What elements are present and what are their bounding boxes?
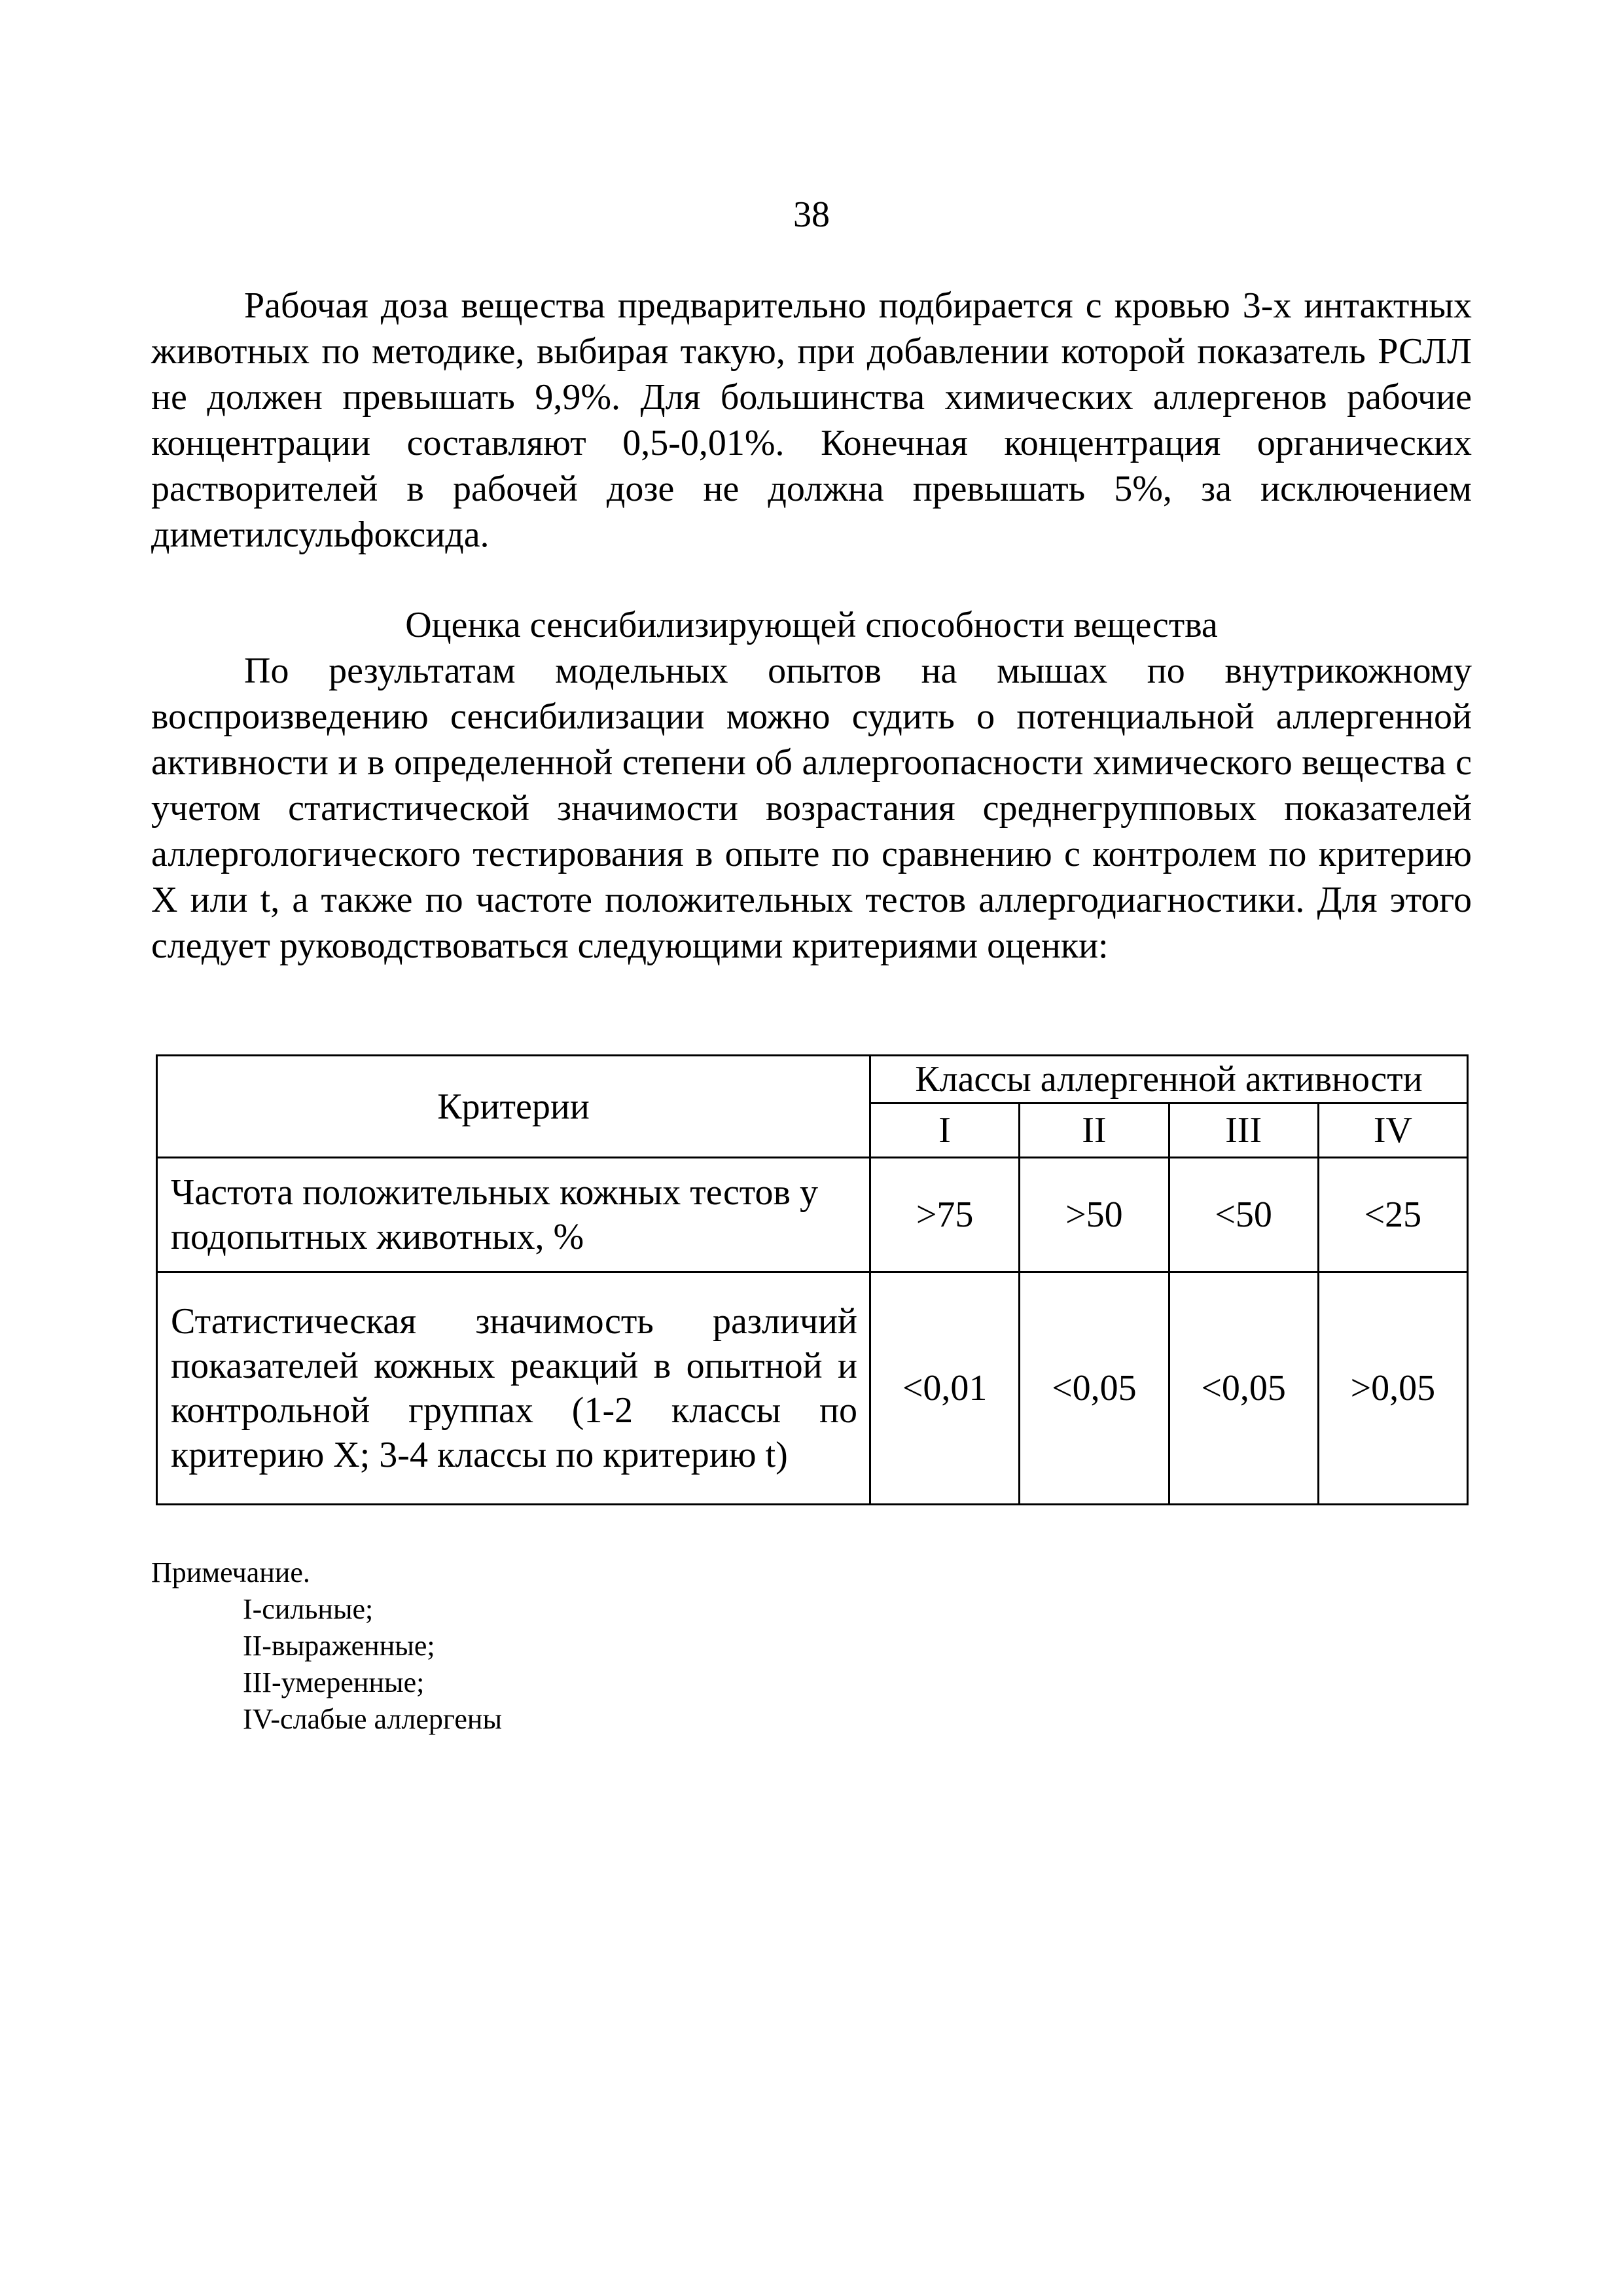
criteria-header: Критерии [157, 1056, 870, 1158]
paragraph-1 [151, 283, 1472, 558]
value-cell: >0,05 [1318, 1272, 1467, 1505]
value-cell: <0,05 [1020, 1272, 1169, 1505]
value-cell: <0,01 [870, 1272, 1020, 1505]
value-cell: <0,05 [1169, 1272, 1318, 1505]
page-number: 38 [793, 194, 830, 235]
note-item: III-умеренные; [243, 1666, 425, 1698]
value-cell: <25 [1318, 1158, 1467, 1272]
note-title: Примечание. [151, 1556, 310, 1588]
criterion-cell: Частота положительных кожных тестов у подопытных животных, % [157, 1158, 870, 1272]
criterion-cell: Статистическая значимость различий показателей кожных реакций в опытной и контрольной группах (1-2 классы по критерию Х; 3-4 классы по критерию t) [157, 1272, 870, 1505]
note-item: II-выраженные; [243, 1630, 435, 1662]
paragraph-2-text: По результатам модельных опытов на мышах по внутрикожному воспроизведению сенсибилизации можно судить о потенциальной аллергенной активности и в определенной степени об аллергоопасности химического вещества с учетом статистической значимости возрастания среднегрупповых показателей аллергологического тестирования в опыте по сравнению с контролем по критерию Х или t, а также по частоте положительных тестов аллергодиагностики. Для этого следует руководствоваться следующими критериями оценки: [151, 651, 1472, 966]
criteria-table [156, 1054, 1469, 1505]
class-header-i: I [870, 1103, 1020, 1158]
table-row [157, 1272, 1468, 1505]
classes-header: Классы аллергенной активности [870, 1056, 1468, 1103]
class-header-iv: IV [1318, 1103, 1467, 1158]
note-item: IV-слабые аллергены [243, 1703, 502, 1735]
value-cell: >50 [1020, 1158, 1169, 1272]
section-heading: Оценка сенсибилизирующей способности вещества [405, 605, 1218, 645]
paragraph-1-text: Рабочая доза вещества предварительно подбирается с кровью 3-х интактных животных по методике, выбирая такую, при добавлении которой показатель РСЛЛ не должен превышать 9,9%. Для большинства химических аллергенов рабочие концентрации составляют 0,5-0,01%. Конечная концентрация органических растворителей в рабочей дозе не должна превышать 5%, за исключением диметилсульфоксида. [151, 285, 1472, 555]
value-cell: <50 [1169, 1158, 1318, 1272]
class-header-iii: III [1169, 1103, 1318, 1158]
note-item: I-сильные; [243, 1593, 374, 1625]
paragraph-2 [151, 648, 1472, 969]
class-header-ii: II [1020, 1103, 1169, 1158]
table-row [157, 1158, 1468, 1272]
value-cell: >75 [870, 1158, 1020, 1272]
